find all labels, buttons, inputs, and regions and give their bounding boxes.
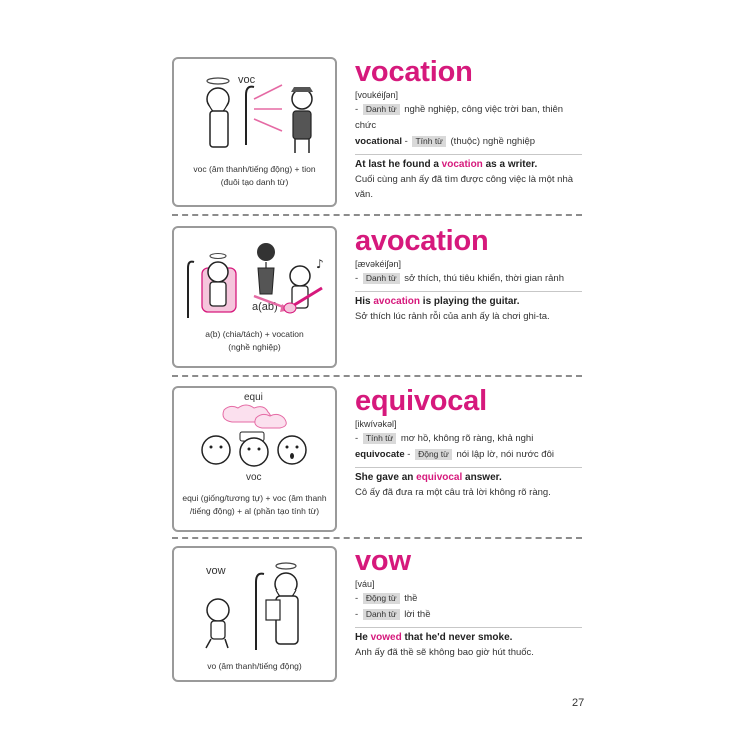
- etymology-caption: [174, 163, 335, 189]
- definition-text: mơ hồ, không rõ ràng, khả nghi: [400, 433, 534, 444]
- illustration-equivocal: [172, 386, 337, 532]
- pos-tag: Động từ: [415, 449, 452, 460]
- illus-label-voc: voc: [246, 472, 262, 483]
- caption-line: /tiếng động) + al (phần tạo tính từ): [189, 506, 320, 516]
- entry-text: [355, 57, 582, 202]
- example-pre: His: [355, 296, 374, 307]
- derivative: vocational - Tính từ (thuộc) nghề nghiệp: [355, 136, 536, 147]
- example-english: [355, 157, 582, 172]
- derivative-word: vocational: [355, 136, 402, 147]
- dashed-divider: [172, 537, 582, 539]
- example-post: is playing the guitar.: [420, 296, 520, 307]
- example-english: [355, 630, 582, 645]
- definition-text: lời thề: [404, 609, 431, 620]
- etymology-caption: [174, 328, 335, 354]
- derivative: equivocate - Động từ nói lập lờ, nói nước đôi: [355, 449, 554, 460]
- illustration-vocation-drawing: [174, 59, 335, 163]
- example-vietnamese: Sở thích lúc rảnh rỗi của anh ấy là chơi ghi-ta.: [355, 311, 550, 322]
- svg-text:♪: ♪: [316, 257, 324, 271]
- headword: vocation: [355, 56, 473, 88]
- separator: [355, 291, 582, 292]
- headword: avocation: [355, 225, 489, 257]
- derivative-text: nói lập lờ, nói nước đôi: [456, 449, 554, 460]
- pronunciation: [voukéiʃən]: [355, 90, 399, 100]
- illus-label: equi: [244, 392, 263, 403]
- separator: [355, 467, 582, 468]
- example-vietnamese: Anh ấy đã thề sẽ không bao giờ hút thuốc.: [355, 647, 534, 658]
- caption-line: a(b) (chia/tách) + vocation: [205, 329, 304, 339]
- example-post: that he'd never smoke.: [401, 632, 513, 643]
- example-pre: At last he found a: [355, 159, 442, 170]
- entry-text: [355, 386, 582, 500]
- definition: - Động từ thề: [355, 593, 418, 604]
- example-highlight: equivocal: [416, 472, 463, 483]
- entry-text: [355, 546, 582, 660]
- dashed-divider: [172, 375, 582, 377]
- pos-tag: Tính từ: [363, 433, 396, 444]
- example-post: answer.: [462, 472, 502, 483]
- definition-text: nghề nghiệp, công việc trời ban, thiên chức: [355, 104, 564, 131]
- headword: vow: [355, 545, 411, 577]
- caption-line: (nghề nghiệp): [228, 342, 281, 352]
- dashed-divider: [172, 214, 582, 216]
- illus-label: voc: [238, 74, 256, 86]
- example-vietnamese: Cô ấy đã đưa ra một câu trả lời không rõ ràng.: [355, 487, 551, 498]
- example-highlight: vocation: [441, 159, 483, 170]
- definition: - Danh từ nghề nghiệp, công việc trời ban, thiên chức: [355, 104, 564, 131]
- illustration-equivocal-drawing: [174, 388, 335, 492]
- example-pre: He: [355, 632, 371, 643]
- illus-label: a(ab): [252, 301, 278, 313]
- page-number: 27: [572, 697, 585, 709]
- caption-line: equi (giống/tương tự) + voc (âm thanh: [182, 493, 327, 503]
- headword: equivocal: [355, 385, 487, 417]
- definition-text: sở thích, thú tiêu khiển, thời gian rảnh: [404, 273, 564, 284]
- pos-tag: Danh từ: [363, 104, 400, 115]
- example-highlight: vowed: [370, 632, 402, 643]
- definition-text: thề: [404, 593, 418, 604]
- caption-line: voc (âm thanh/tiếng động) + tion: [193, 164, 316, 174]
- pronunciation: [ikwívəkəl]: [355, 419, 397, 429]
- illustration-vow-drawing: [174, 548, 335, 656]
- pos-tag: Tính từ: [412, 136, 445, 147]
- pos-tag: Động từ: [363, 593, 400, 604]
- caption-line: (đuôi tạo danh từ): [220, 177, 289, 187]
- example-vietnamese: Cuối cùng anh ấy đã tìm được công việc là một nhà văn.: [355, 174, 574, 200]
- example-pre: She gave an: [355, 472, 417, 483]
- definition: - Danh từ sở thích, thú tiêu khiển, thời gian rảnh: [355, 273, 564, 284]
- illustration-avocation: [172, 226, 337, 368]
- separator: [355, 627, 582, 628]
- pos-tag: Danh từ: [363, 609, 400, 620]
- separator: [355, 154, 582, 155]
- pronunciation: [ӕvəkéiʃən]: [355, 259, 402, 269]
- definition: - Tính từ mơ hồ, không rõ ràng, khả nghi: [355, 433, 534, 444]
- illus-label: vow: [206, 565, 226, 577]
- caption-line: vo (âm thanh/tiếng động): [207, 661, 302, 671]
- example-highlight: avocation: [373, 296, 421, 307]
- example-post: as a writer.: [482, 159, 538, 170]
- etymology-caption: [174, 660, 335, 673]
- illustration-vocation: [172, 57, 337, 207]
- definition: - Danh từ lời thề: [355, 609, 431, 620]
- derivative-word: equivocate: [355, 449, 405, 460]
- illustration-vow: [172, 546, 337, 682]
- pronunciation: [váu]: [355, 579, 375, 589]
- example-english: [355, 294, 582, 309]
- illustration-avocation-drawing: [174, 228, 335, 328]
- pos-tag: Danh từ: [363, 273, 400, 284]
- etymology-caption: [174, 492, 335, 518]
- entry-text: [355, 226, 582, 324]
- derivative-text: (thuộc) nghề nghiệp: [450, 136, 536, 147]
- example-english: [355, 470, 582, 485]
